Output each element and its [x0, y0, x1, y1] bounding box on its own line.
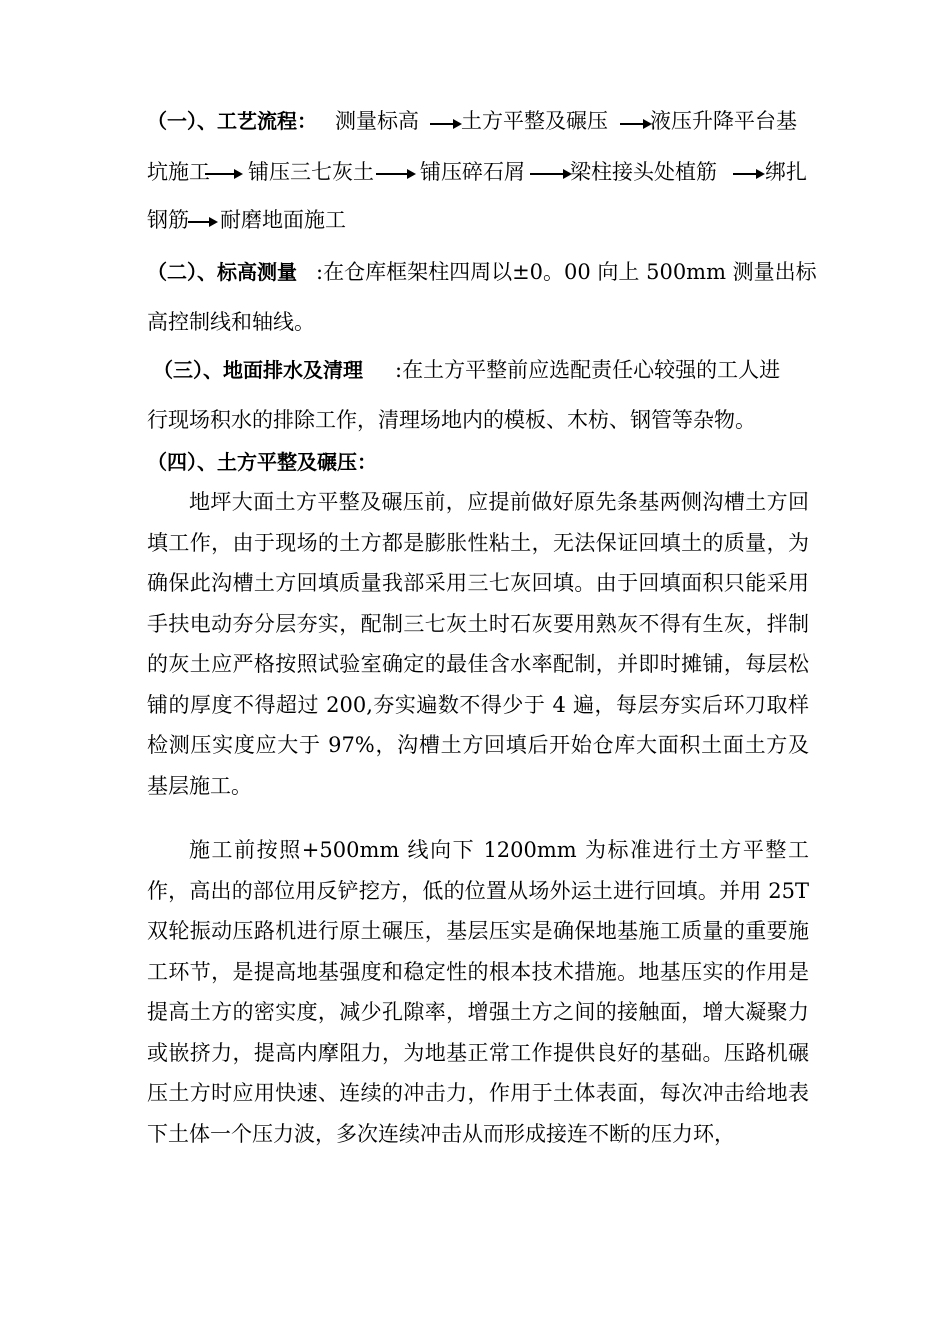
flow-arrow-icon [530, 173, 570, 175]
flow-step: 耐磨地面施工 [220, 208, 346, 232]
section2-line-1 [0, 255, 950, 289]
section1-heading: （一）、工艺流程： [147, 109, 317, 133]
flow-step: 测量标高 [335, 109, 419, 133]
section2-text: :在仓库框架柱四周以±0。00 向上 500mm 测量出标 [316, 260, 817, 284]
section3-line-2 [0, 403, 950, 437]
flow-step: 绑扎 [765, 160, 807, 184]
flow-arrow-icon [620, 123, 650, 125]
section3-text: :在土方平整前应选配责任心较强的工人进 [395, 358, 781, 382]
section3-line-1 [0, 353, 950, 387]
flow-step: 土方平整及碾压 [461, 109, 608, 133]
section3-heading: （三）、地面排水及清理 [153, 358, 363, 382]
section4-heading: （四）、土方平整及碾压： [147, 450, 377, 474]
flow-step: 坑施工 [147, 160, 210, 184]
flow-arrow-icon [733, 173, 763, 175]
flow-step: 铺压三七灰土 [248, 160, 374, 184]
section2-line-2 [0, 305, 950, 339]
flow-step: 液压升降平台基 [650, 109, 797, 133]
flow-step: 铺压碎石屑 [420, 160, 525, 184]
section2-heading: （二）、标高测量 [147, 260, 297, 284]
process-flow-line-2 [0, 155, 950, 189]
flow-step: 梁柱接头处植筋 [570, 160, 717, 184]
section4-paragraph-2: 施工前按照+500mm 线向下 1200mm 为标准进行土方平整工作，高出的部位用反铲挖方，低的位置从场外运土进行回填。并用 25T 双轮振动压路机进行原土碾压，基层压实是确保地基施工质量的重要施工环节，是提高地基强度和稳定性的根本技术措施。地基压实的作用是提高土方的密实度，减少孔隙率，增强土方之间的接触面，增大凝聚力或嵌挤力，提高内摩阻力，为地基正常工作提供良好的基础。压路机碾压土方时应用快速、连续的冲击力，作用于土体表面，每次冲击给地表下土体一个压力波，多次连续冲击从而形成接连不断的压力环， [147, 838, 809, 1146]
section4-paragraph-1: 地坪大面土方平整及碾压前，应提前做好原先条基两侧沟槽土方回填工作，由于现场的土方都是膨胀性粘土，无法保证回填土的质量，为确保此沟槽土方回填质量我部采用三七灰回填。由于回填面积只能采用手扶电动夯分层夯实，配制三七灰土时石灰要用熟灰不得有生灰，拌制的灰土应严格按照试验室确定的最佳含水率配制，并即时摊铺，每层松铺的厚度不得超过 200,夯实遍数不得少于 4 遍，每层夯实后环刀取样检测压实度应大于 97%，沟槽土方回填后开始仓库大面积土面土方及基层施工。 [147, 490, 809, 798]
section4-heading-line [0, 445, 950, 479]
flow-arrow-icon [376, 173, 414, 175]
flow-step: 钢筋 [147, 208, 189, 232]
process-flow-line-1 [0, 104, 950, 138]
flow-arrow-icon [430, 123, 460, 125]
flow-arrow-icon [188, 221, 216, 223]
section3-text: 行现场积水的排除工作，清理场地内的模板、木枋、钢管等杂物。 [147, 408, 756, 432]
section2-text: 高控制线和轴线。 [147, 310, 315, 334]
flow-arrow-icon [205, 173, 241, 175]
process-flow-line-3 [0, 203, 950, 237]
